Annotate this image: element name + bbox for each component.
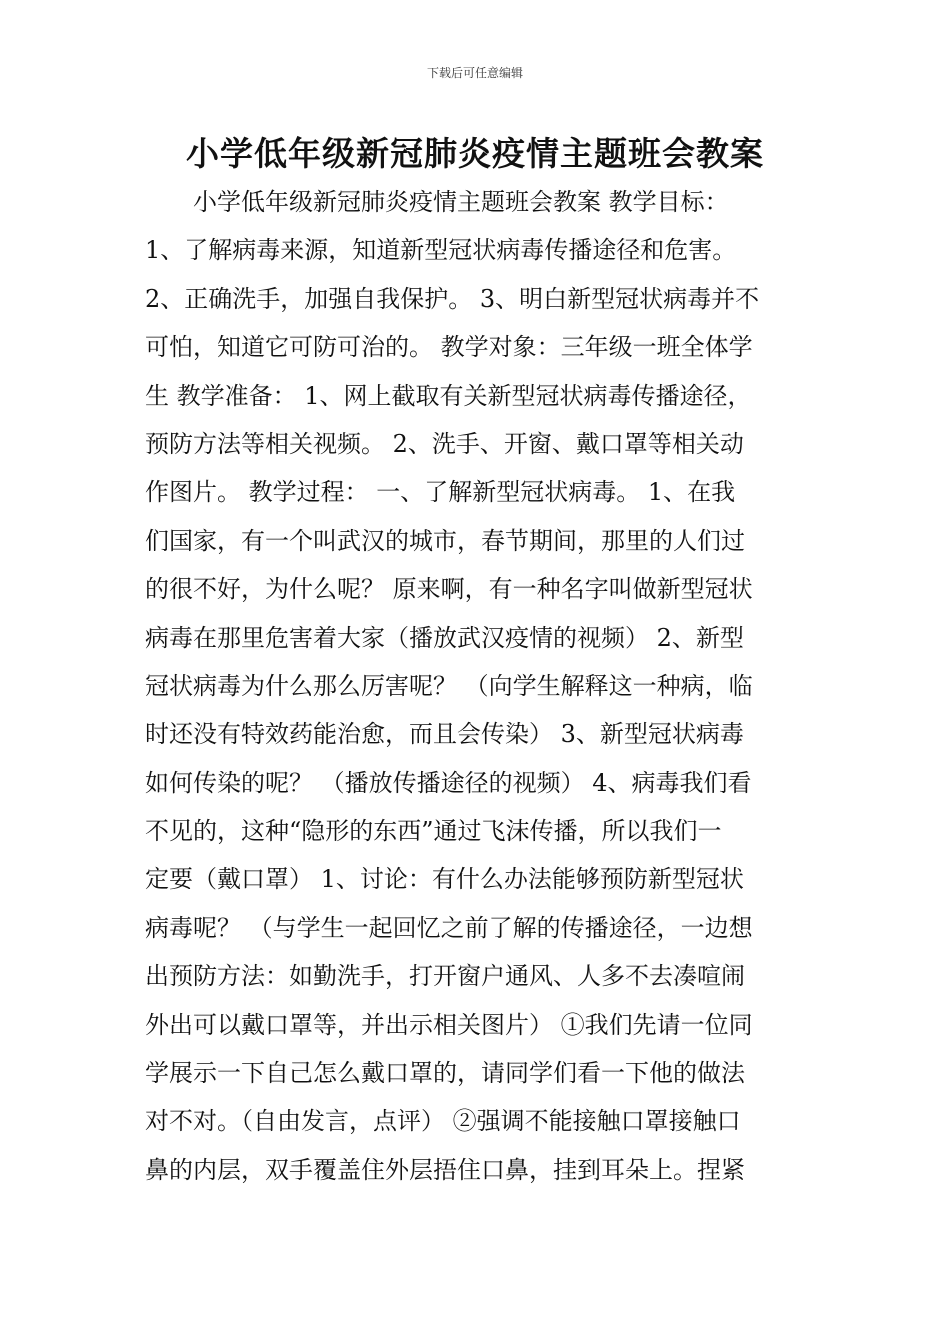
text-line: 鼻的内层，双手覆盖住外层捂住口鼻，挂到耳朵上。捏紧 — [145, 1155, 745, 1184]
document-title: 小学低年级新冠肺炎疫情主题班会教案 — [186, 134, 764, 173]
text-line: 外出可以戴口罩等，并出示相关图片） ①我们先请一位同 — [145, 1010, 753, 1039]
text-line: 对不对。（自由发言，点评） ②强调不能接触口罩接触口 — [145, 1107, 741, 1136]
text-line: 小学低年级新冠肺炎疫情主题班会教案 教学目标： — [145, 188, 729, 216]
text-line: 病毒在那里危害着大家（播放武汉疫情的视频） 2、新型 — [145, 623, 744, 652]
text-line: 如何传染的呢？ （播放传播途径的视频） 4、病毒我们看 — [145, 768, 752, 797]
text-line: 作图片。 教学过程： 一、了解新型冠状病毒。 1、在我 — [145, 478, 736, 507]
text-line: 不见的，这种“隐形的东西”通过飞沫传播，所以我们一 — [145, 817, 722, 846]
text-line: 预防方法等相关视频。 2、洗手、开窗、戴口罩等相关动 — [145, 429, 744, 458]
text-line: 2、正确洗手，加强自我保护。 3、明白新型冠状病毒并不 — [145, 284, 760, 313]
header-note: 下载后可任意编辑 — [426, 66, 523, 80]
body-text — [145, 178, 815, 1194]
text-line: 出预防方法：如勤洗手，打开窗户通风、人多不去凑喧闹 — [145, 962, 745, 991]
text-line: 的很不好，为什么呢？ 原来啊，有一种名字叫做新型冠状 — [145, 575, 753, 604]
text-line: 学展示一下自己怎么戴口罩的，请同学们看一下他的做法 — [145, 1059, 745, 1088]
text-line: 1、了解病毒来源，知道新型冠状病毒传播途径和危害。 — [145, 236, 737, 265]
text-line: 生 教学准备： 1、网上截取有关新型冠状病毒传播途径， — [145, 381, 752, 410]
text-line: 可怕，知道它可防可治的。 教学对象：三年级一班全体学 — [145, 333, 753, 362]
text-line: 时还没有特效药能治愈，而且会传染） 3、新型冠状病毒 — [145, 720, 744, 749]
text-line: 冠状病毒为什么那么厉害呢？ （向学生解释这一种病，临 — [145, 671, 753, 700]
text-line: 定要（戴口罩） 1、讨论：有什么办法能够预防新型冠状 — [145, 865, 744, 894]
text-line: 病毒呢？ （与学生一起回忆之前了解的传播途径，一边想 — [145, 913, 753, 942]
text-line: 们国家，有一个叫武汉的城市，春节期间，那里的人们过 — [145, 526, 745, 555]
